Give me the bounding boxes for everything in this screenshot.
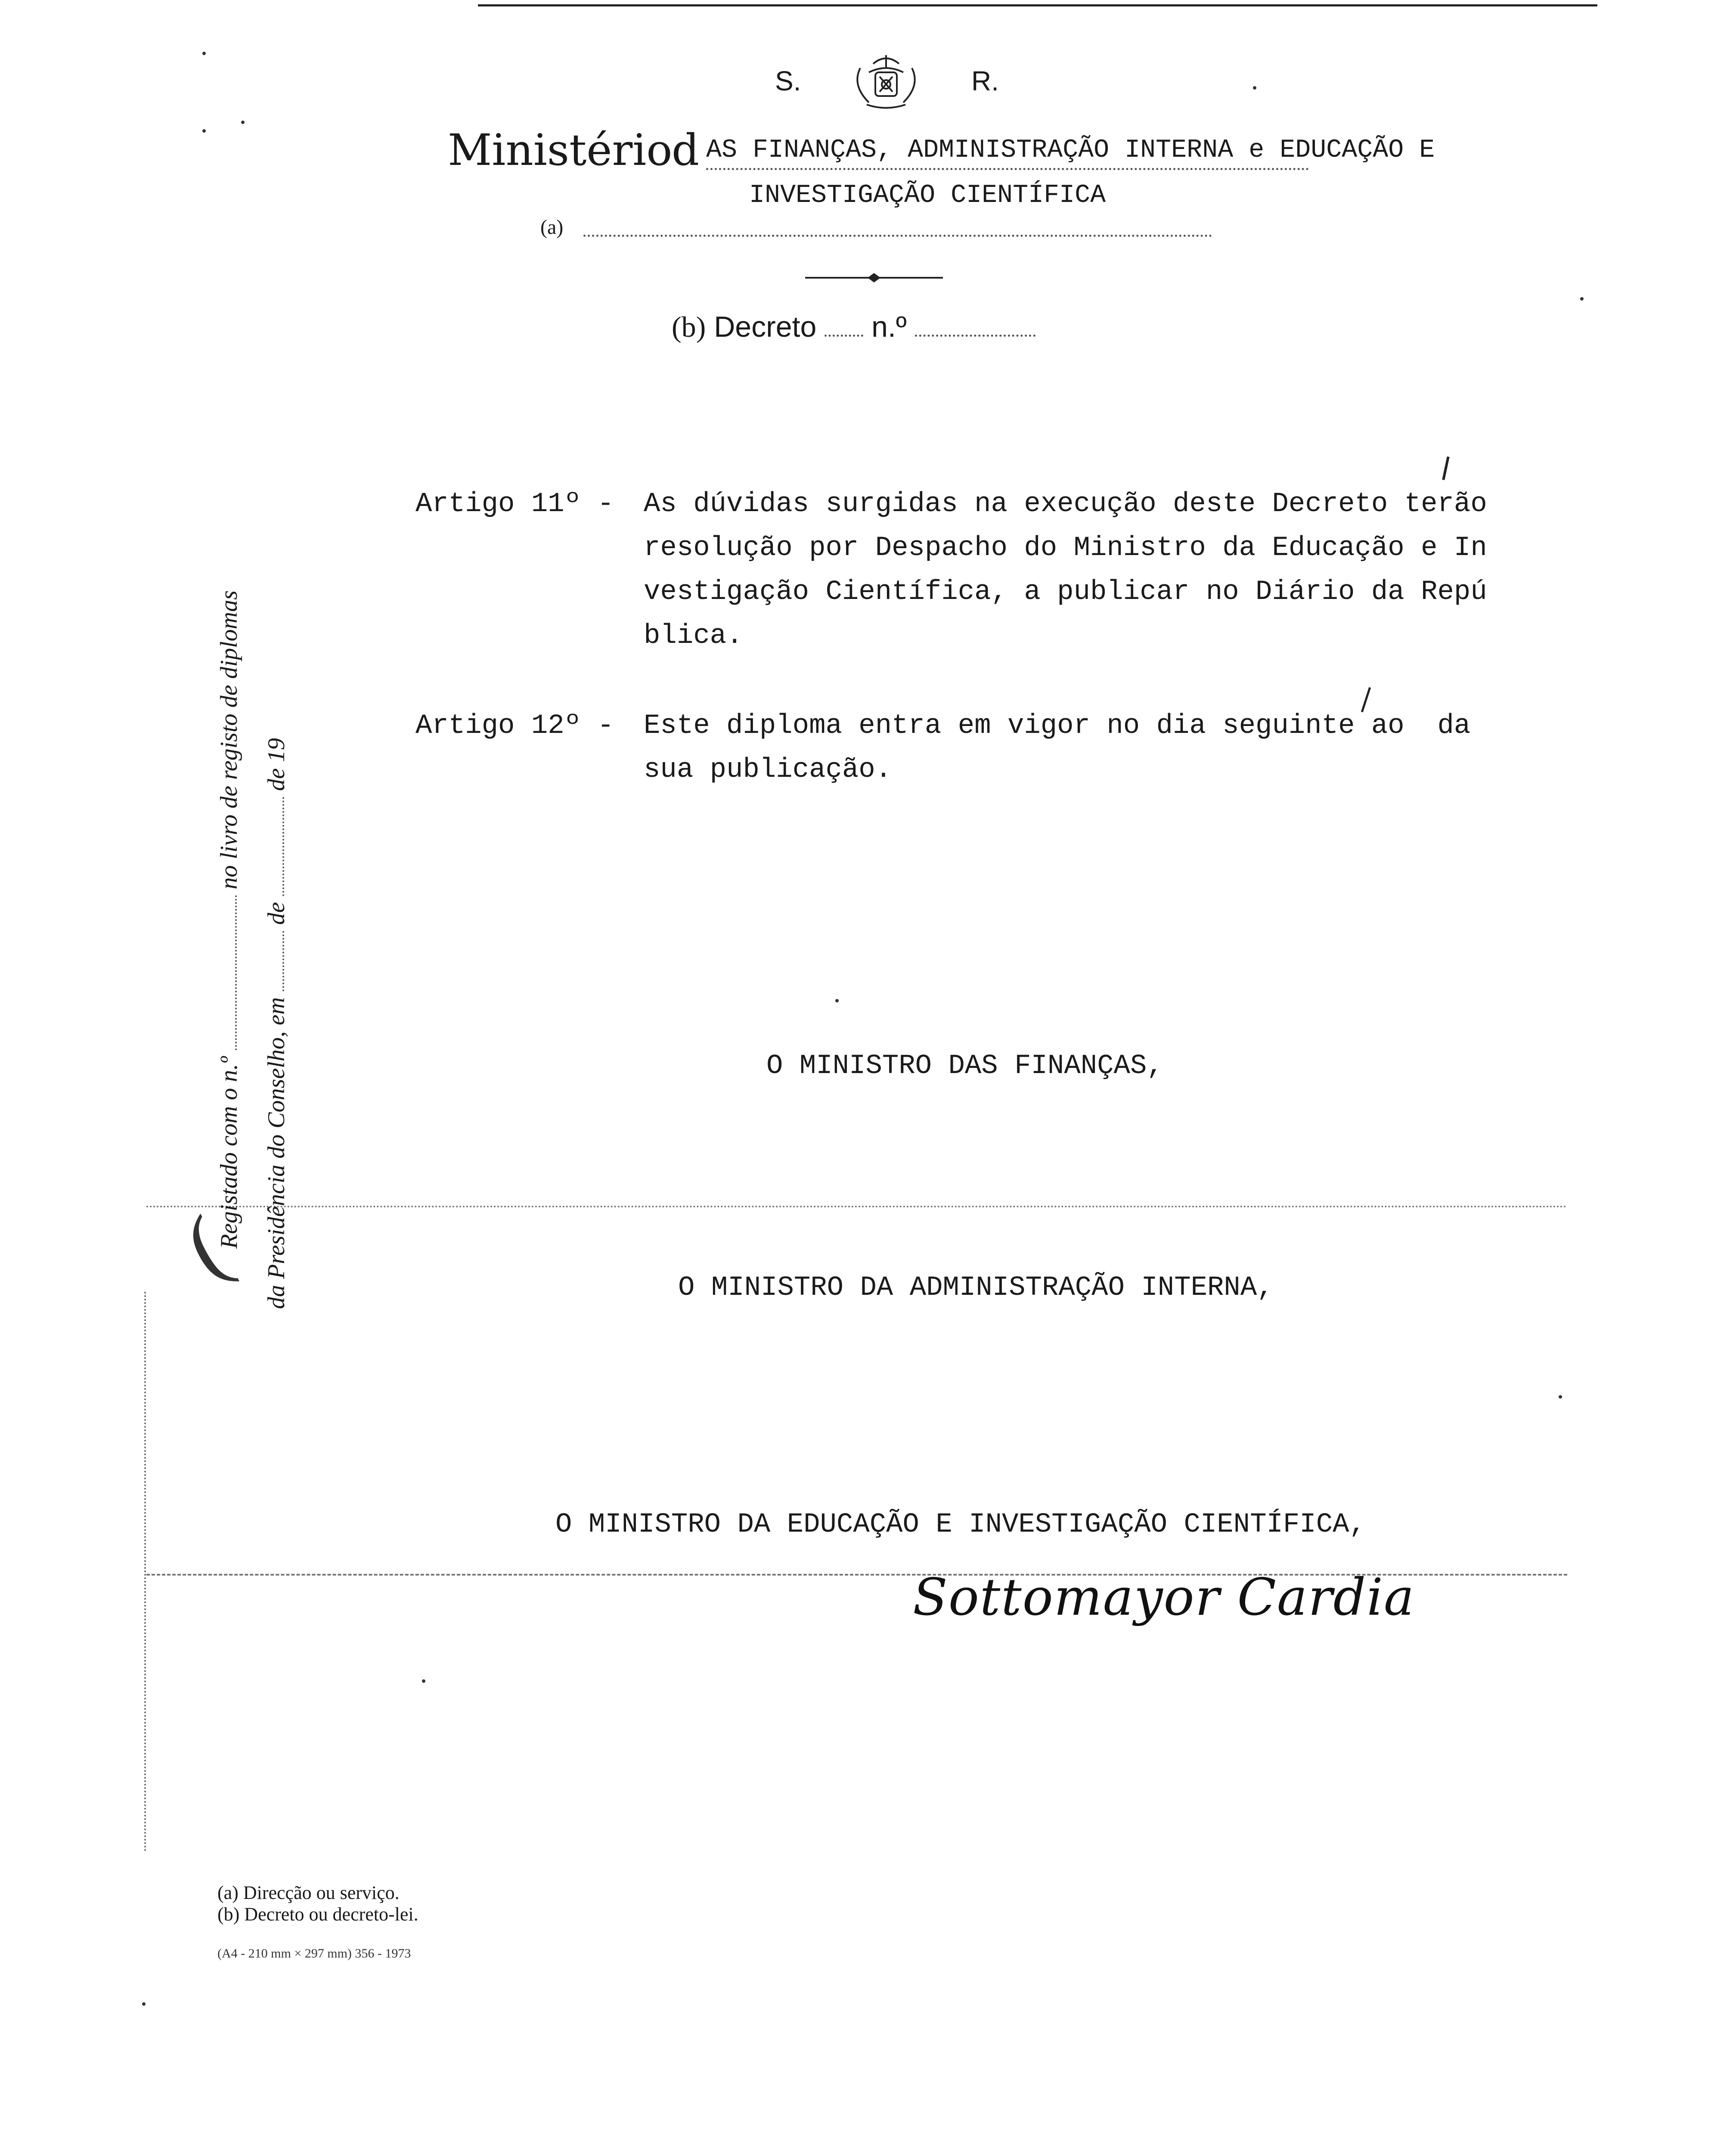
registry-book-label: no livro de registo de diplomas xyxy=(216,590,242,890)
margin-registry-line-2 xyxy=(263,738,290,1309)
decree-line xyxy=(672,310,1035,344)
form-code: (A4 - 210 mm × 297 mm) 356 - 1973 xyxy=(217,1946,411,1961)
scan-speck xyxy=(1253,86,1256,90)
fold-line xyxy=(146,1206,1567,1207)
note-a-marker: (a) xyxy=(540,216,564,239)
article-11-label: Artigo 11º - xyxy=(415,489,614,520)
left-edge-mark xyxy=(144,1292,148,1852)
ministry-prefix: Ministério xyxy=(448,125,673,175)
ministry-line-1: AS FINANÇAS, ADMINISTRAÇÃO INTERNA e EDUCAÇÃO E xyxy=(706,136,1435,165)
margin-bracket: ( xyxy=(170,1198,242,1295)
scan-speck xyxy=(142,2002,146,2006)
coat-of-arms-icon xyxy=(843,51,929,111)
scan-speck xyxy=(202,129,206,133)
footnote-a: (a) Direcção ou serviço. xyxy=(217,1882,400,1903)
scan-speck xyxy=(1580,297,1584,301)
registry-number-label: Registado com o n.º xyxy=(216,1056,242,1249)
service-blank-line xyxy=(583,235,1212,237)
header-letter-r: R. xyxy=(971,65,999,96)
handwritten-signature: Sottomayor Cardia xyxy=(913,1567,1415,1627)
signatory-finance: O MINISTRO DAS FINANÇAS, xyxy=(766,1051,1163,1082)
signatory-education: O MINISTRO DA EDUCAÇÃO E INVESTIGAÇÃO CIENTÍFICA, xyxy=(555,1509,1366,1540)
ministry-line-2: INVESTIGAÇÃO CIENTÍFICA xyxy=(749,181,1106,210)
decree-type-blank xyxy=(825,330,863,337)
scan-speck xyxy=(422,1679,425,1683)
note-b-marker: (b) xyxy=(672,310,706,343)
header-letter-s: S. xyxy=(775,65,801,96)
article-11-line: resolução por Despacho do Ministro da Educação e In xyxy=(644,533,1487,564)
article-12-body xyxy=(644,704,1539,792)
margin-registry-line-1 xyxy=(215,590,243,1249)
registry-day-blank xyxy=(282,931,284,991)
registry-month-blank xyxy=(282,797,284,896)
ornament-divider xyxy=(805,271,943,284)
registry-presidency-label: da Presidência do Conselho, em xyxy=(263,997,290,1309)
article-11-line: vestigação Científica, a publicar no Diário da Repú xyxy=(644,577,1487,608)
top-rule xyxy=(478,4,1597,6)
ministry-underline xyxy=(706,168,1309,170)
scan-speck xyxy=(241,121,245,124)
scan-speck xyxy=(1559,1395,1562,1399)
article-12-line: Este diploma entra em vigor no dia seguinte ao da xyxy=(644,710,1471,741)
scan-speck xyxy=(835,999,839,1002)
signatory-internal-administration: O MINISTRO DA ADMINISTRAÇÃO INTERNA, xyxy=(678,1272,1274,1303)
decree-number-label: n.º xyxy=(871,310,907,343)
letterhead xyxy=(775,51,999,111)
article-12-line: sua publicação. xyxy=(644,754,892,785)
handwritten-tick xyxy=(1442,456,1449,480)
scan-speck xyxy=(202,52,206,55)
ministry-handwritten-d: d xyxy=(672,125,700,175)
article-12-label: Artigo 12º - xyxy=(415,710,614,741)
article-11-body xyxy=(644,482,1539,658)
decree-label: Decreto xyxy=(714,310,817,343)
article-11-line: blica. xyxy=(644,620,743,651)
registry-year-label: de 19 xyxy=(263,738,290,791)
footnote-b: (b) Decreto ou decreto-lei. xyxy=(217,1904,418,1925)
registry-number-blank xyxy=(235,895,237,1050)
article-11-line: As dúvidas surgidas na execução deste Decreto terão xyxy=(644,489,1487,520)
registry-de-label: de xyxy=(263,902,290,925)
decree-number-blank xyxy=(915,330,1035,337)
